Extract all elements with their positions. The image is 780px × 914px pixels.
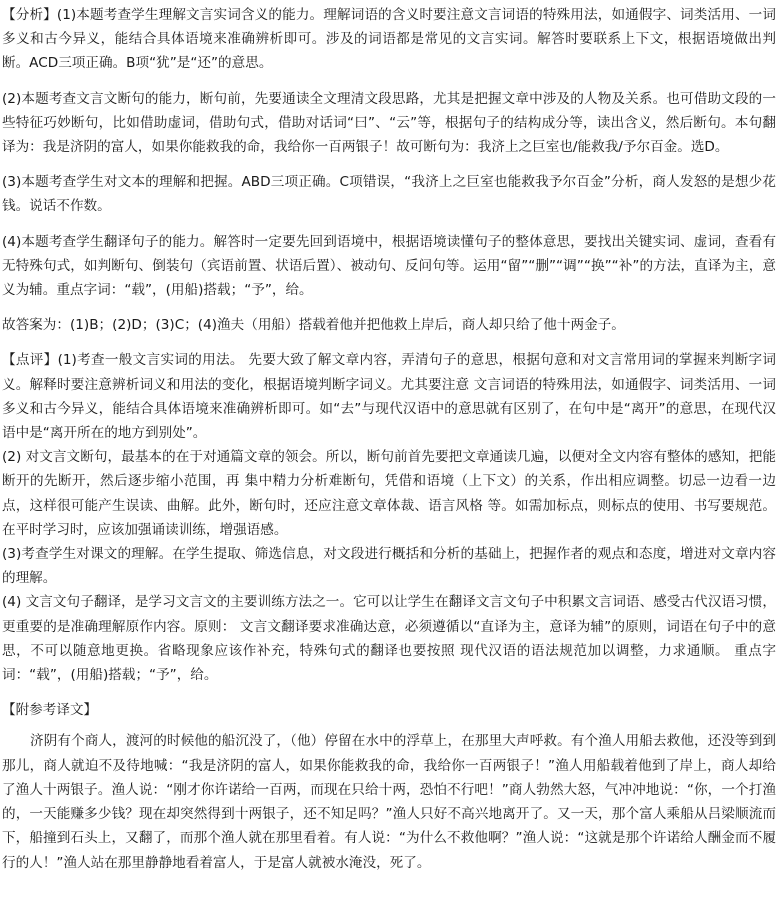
- comment-paragraph-4: (4) 文言文句子翻译，是学习文言文的主要训练方法之一。它可以让学生在翻译文言文句子中积累文言词语、感受古代汉语习惯，更重要的是准确理解原作内容。原则： 文言文翻译要求准确达意，必须遵循以“直译为主，意译为辅”的原则，词语在句子中的意思，不可以随意地更换。省略现象应该作补充，特殊句式的翻译也要按照 现代汉语的语法规范加以调整，力求通顺。 重点字词：“载”，(用船)搭载；“予”，给。: [2, 594, 776, 684]
- comment-paragraph-2: (2) 对文言文断句，最基本的在于对通篇文章的领会。所以，断句前首先要把文章通读几遍，以便对全文内容有整体的感知，把能断开的先断开，然后逐步缩小范围，再 集中精力分析难断句，凭借和语境（上下文）的关系，作出相应调整。切忌一边看一边点，这样很可能产生误读、曲解。此外，断句时，还应注意文章体裁、语言风格 等。如需加标点，则标点的使用、书写要规范。在平时学习时，应该加强诵读训练，增强语感。: [2, 449, 776, 538]
- analysis-paragraph-4: (4)本题考查学生翻译句子的能力。解答时一定要先回到语境中，根据语境读懂句子的整体意思，要找出关键实词、虚词，查看有无特殊句式，如判断句、倒装句（宾语前置、状语后置）、被动句、反问句等。运用“留”“删”“调”“换”“补”的方法，直译为主，意义为辅。重点字词：“载”，(用船)搭载；“予”，给。: [2, 233, 776, 299]
- analysis-paragraph-3: (3)本题考查学生对文本的理解和把握。ABD三项正确。C项错误，“我济上之巨室也能救我予尔百金”分析，商人发怒的是想少花钱。说话不作数。: [2, 174, 776, 215]
- spacer: [2, 302, 776, 313]
- translation-body: 济阴有个商人，渡河的时候他的船沉没了，（他）停留在水中的浮草上，在那里大声呼救。有个渔人用船去救他，还没等到到那儿，商人就迫不及待地喊：“我是济阴的富人，如果你能救我的命，我给你一百两银子！”渔人用船载着他到了岸上，商人却给了渔人十两银子。渔人说：“刚才你许诺给一百两，而现在只给十两，恐怕不行吧！”商人勃然大怒，气冲冲地说：“你，一个打渔的，一天能赚多少钱？现在却突然得到十两银子，还不知足吗？”渔人只好不高兴地离开了。又一天，那个富人乘船从吕梁顺流而下，船撞到石头上，又翻了，而那个渔人就在那里看着。有人说：“为什么不救他啊？”渔人说：“这就是那个许诺给人酬金而不履行的人！”渔人站在那里静静地看着富人，于是富人就被水淹没，死了。: [2, 733, 776, 871]
- spacer: [2, 159, 776, 170]
- comment-paragraph-1: 【点评】(1)考查一般文言实词的用法。 先要大致了解文章内容，弄清句子的意思，根据句意和对文言常用词的掌握来判断字词义。解释时要注意辨析词义和用法的变化，根据语境判断字词义。尤其要注意 文言词语的特殊用法，如通假字、词类活用、一词多义和古今异义，能结合具体语境来准确辨析即可。如“去”与现代汉语中的意思就有区别了，在句中是“离开”的意思，在现代汉语中是“离开所在的地方到别处”。: [2, 352, 776, 442]
- comment-paragraph-3: (3)考查学生对课文的理解。在学生提取、筛选信息，对文段进行概括和分析的基础上，把握作者的观点和态度，增进对文章内容的理解。: [2, 546, 776, 587]
- spacer: [2, 337, 776, 348]
- spacer: [2, 722, 776, 729]
- analysis-paragraph-2: (2)本题考查文言文断句的能力，断句前，先要通读全文理清文段思路，尤其是把握文章中涉及的人物及关系。也可借助文段的一些特征巧妙断句，比如借助虚词，借助句式，借助对话词“曰”、“云”等，根据句子的结构成分等，读出含义，然后断句。本句翻译为：我是济阴的富人，如果你能救我的命，我给你一百两银子！故可断句为：我济上之巨室也/能救我/予尔百金。选D。: [2, 90, 776, 156]
- answer-summary: 故答案为：(1)B；(2)D；(3)C；(4)渔夫（用船）搭载着他并把他救上岸后，商人却只给了他十两金子。: [2, 317, 625, 334]
- spacer: [2, 687, 776, 698]
- spacer: [2, 76, 776, 87]
- spacer: [2, 219, 776, 230]
- translation-heading: 【附参考译文】: [2, 702, 98, 719]
- analysis-paragraph-1: 【分析】(1)本题考查学生理解文言实词含义的能力。理解词语的含义时要注意文言词语的特殊用法，如通假字、词类活用、一词多义和古今异义，能结合具体语境来准确辨析即可。涉及的词语都是常见的文言实词。解答时要联系上下文，根据语境做出判断。ACD三项正确。B项“犹”是“还”的意思。: [2, 7, 776, 72]
